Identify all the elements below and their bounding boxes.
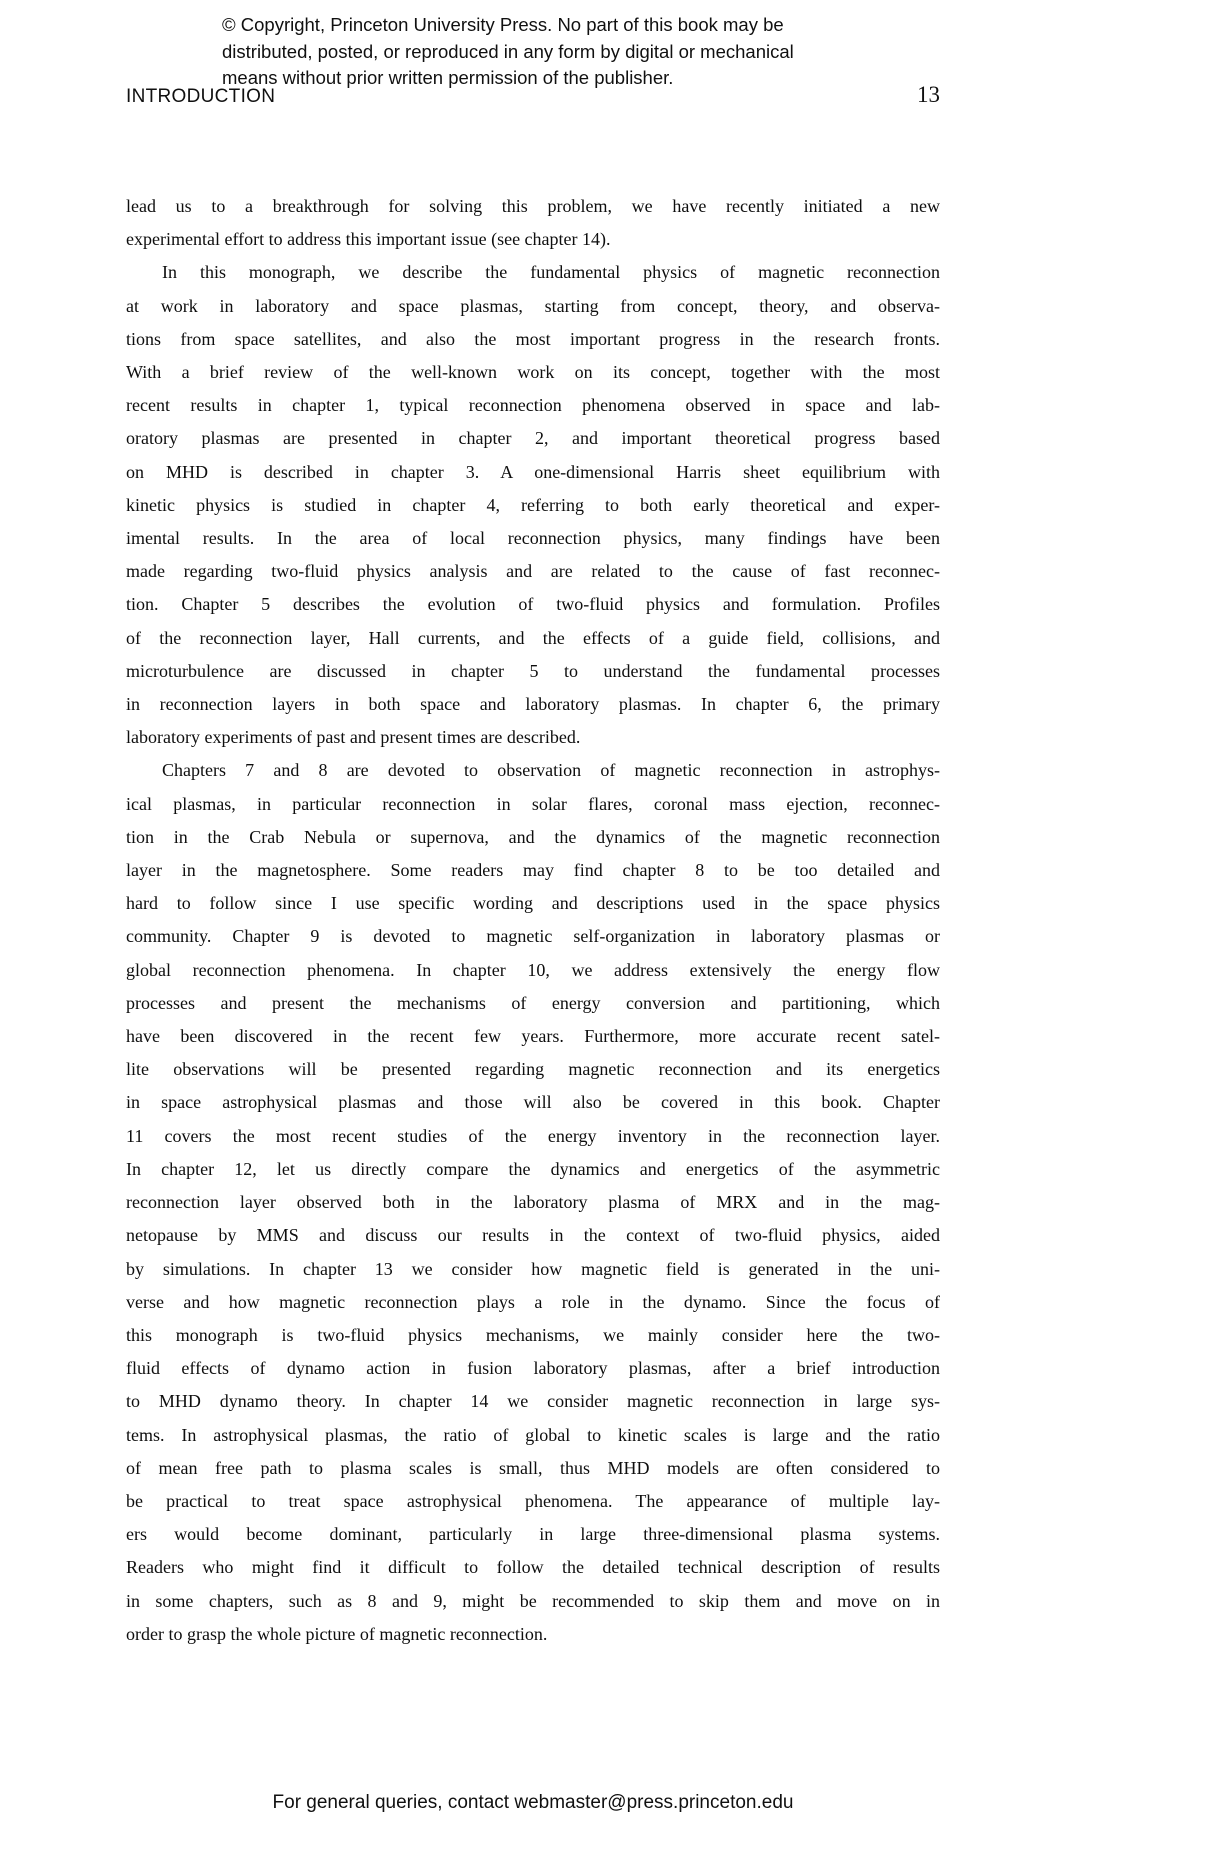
running-header-section: INTRODUCTION: [126, 86, 276, 107]
body-line: In chapter 12, let us directly compare the dynamics and energetics of the asymmetric: [126, 1158, 940, 1179]
body-line: tions from space satellites, and also the most important progress in the research fronts.: [126, 328, 940, 349]
body-line: tems. In astrophysical plasmas, the ratio of global to kinetic scales is large and the ratio: [126, 1424, 940, 1445]
body-line: processes and present the mechanisms of energy conversion and partitioning, which: [126, 992, 940, 1013]
body-line: made regarding two-fluid physics analysis and are related to the cause of fast reconnec-: [126, 561, 940, 582]
body-line: to MHD dynamo theory. In chapter 14 we consider magnetic reconnection in large sys-: [126, 1391, 940, 1412]
body-line: of mean free path to plasma scales is small, thus MHD models are often considered to: [126, 1457, 940, 1478]
body-line: layer in the magnetosphere. Some readers may find chapter 8 to be too detailed and: [126, 860, 940, 881]
body-line: ical plasmas, in particular reconnection in solar flares, coronal mass ejection, reconnec-: [126, 793, 940, 814]
body-line: netopause by MMS and discuss our results in the context of two-fluid physics, aided: [126, 1225, 940, 1246]
body-line: oratory plasmas are presented in chapter 2, and important theoretical progress based: [126, 428, 940, 449]
copyright-line: distributed, posted, or reproduced in any form by digital or mechanical: [222, 40, 794, 62]
body-line: order to grasp the whole picture of magnetic reconnection.: [126, 1623, 548, 1644]
body-line: this monograph is two-fluid physics mechanisms, we mainly consider here the two-: [126, 1324, 940, 1345]
copyright-line: means without prior written permission of the publisher.: [222, 67, 674, 88]
body-line: recent results in chapter 1, typical reconnection phenomena observed in space and lab-: [126, 395, 940, 416]
body-line: reconnection layer observed both in the laboratory plasma of MRX and in the mag-: [126, 1192, 940, 1213]
body-line: be practical to treat space astrophysical phenomena. The appearance of multiple lay-: [126, 1490, 940, 1511]
body-text: [126, 190, 940, 1651]
page-number: 13: [917, 82, 940, 107]
copyright-notice: [222, 12, 794, 92]
running-header: [126, 82, 940, 108]
body-line: on MHD is described in chapter 3. A one-dimensional Harris sheet equilibrium with: [126, 461, 940, 482]
body-line: ers would become dominant, particularly in large three-dimensional plasma systems.: [126, 1524, 940, 1545]
body-line: kinetic physics is studied in chapter 4, referring to both early theoretical and exper-: [126, 494, 940, 515]
body-line: in reconnection layers in both space and laboratory plasmas. In chapter 6, the primary: [126, 694, 940, 715]
body-line: lite observations will be presented regarding magnetic reconnection and its energetics: [126, 1059, 940, 1080]
body-line: Chapters 7 and 8 are devoted to observation of magnetic reconnection in astrophys-: [162, 760, 940, 781]
body-line: With a brief review of the well-known work on its concept, together with the most: [126, 362, 940, 383]
body-line: verse and how magnetic reconnection plays a role in the dynamo. Since the focus of: [126, 1291, 940, 1312]
body-line: community. Chapter 9 is devoted to magnetic self-organization in laboratory plasmas or: [126, 926, 940, 947]
body-line: in some chapters, such as 8 and 9, might be recommended to skip them and move on in: [126, 1590, 940, 1611]
body-line: lead us to a breakthrough for solving this problem, we have recently initiated a new: [126, 196, 940, 216]
body-line: fluid effects of dynamo action in fusion laboratory plasmas, after a brief introduction: [126, 1358, 940, 1379]
body-line: 11 covers the most recent studies of the energy inventory in the reconnection layer.: [126, 1125, 940, 1146]
body-line: imental results. In the area of local reconnection physics, many findings have been: [126, 528, 940, 549]
page-footer: [126, 1792, 940, 1814]
body-line: of the reconnection layer, Hall currents, and the effects of a guide field, collisions, and: [126, 627, 940, 648]
body-line: experimental effort to address this important issue (see chapter 14).: [126, 229, 611, 250]
body-line: In this monograph, we describe the fundamental physics of magnetic reconnection: [162, 262, 940, 283]
footer-queries-text: For general queries, contact webmaster@press.princeton.edu: [272, 1792, 794, 1813]
body-line: at work in laboratory and space plasmas, starting from concept, theory, and observa-: [126, 295, 940, 316]
body-line: laboratory experiments of past and present times are described.: [126, 727, 581, 748]
body-line: by simulations. In chapter 13 we consider how magnetic field is generated in the uni-: [126, 1258, 940, 1279]
body-line: have been discovered in the recent few years. Furthermore, more accurate recent satel-: [126, 1026, 940, 1047]
copyright-line: © Copyright, Princeton University Press. No part of this book may be: [222, 14, 784, 35]
body-line: Readers who might find it difficult to follow the detailed technical description of results: [126, 1557, 940, 1578]
body-line: tion in the Crab Nebula or supernova, and the dynamics of the magnetic reconnection: [126, 826, 940, 847]
body-line: tion. Chapter 5 describes the evolution of two-fluid physics and formulation. Profiles: [126, 594, 940, 615]
body-line: hard to follow since I use specific wording and descriptions used in the space physics: [126, 893, 940, 914]
body-line: microturbulence are discussed in chapter 5 to understand the fundamental processes: [126, 660, 940, 681]
body-line: in space astrophysical plasmas and those will also be covered in this book. Chapter: [126, 1092, 940, 1113]
body-line: global reconnection phenomena. In chapter 10, we address extensively the energy flow: [126, 959, 940, 980]
